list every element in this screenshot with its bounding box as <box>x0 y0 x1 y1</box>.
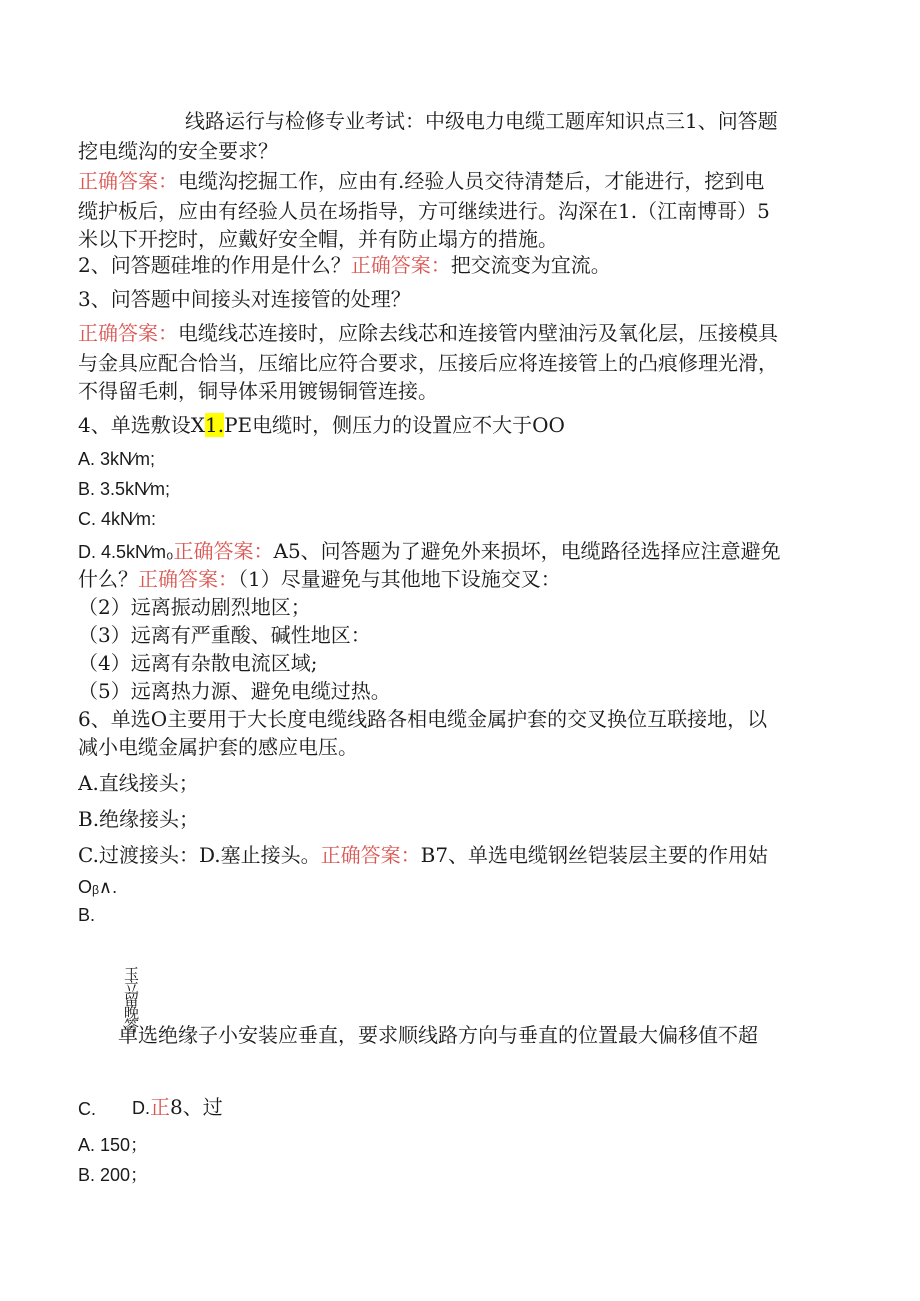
q3-answer-line2: 与金具应配合恰当，压缩比应符合要求，压接后应将连接管上的凸痕修理光滑， <box>78 351 778 375</box>
answer-label: 正确答案： <box>320 843 421 867</box>
q1-answer-line1: 正确答案：电缆沟挖掘工作，应由有.经验人员交待清楚后，才能进行，挖到电 <box>78 169 765 193</box>
q5-item: （3）远离有严重酸、碱性地区： <box>78 623 371 647</box>
q6-question-line1: 6、单选O主要用于大长度电缆线路各相电缆金属护套的交叉换位互联接地，以 <box>78 707 768 731</box>
q1-answer-line3: 米以下开挖时，应戴好安全帽，并有防止塌方的措施。 <box>78 227 558 251</box>
q3-answer-line3: 不得留毛刺，铜导体采用镀锡铜管连接。 <box>78 379 438 403</box>
q4-question: 4、单选敷设X1.PE电缆时，侧压力的设置应不大于OO <box>78 413 565 437</box>
q5-item: （2）远离振动剧烈地区； <box>78 595 311 619</box>
q5-item: （4）远离有杂散电流区域; <box>78 651 318 675</box>
q6-option-b: B.绝缘接头； <box>78 807 200 831</box>
q3-question: 3、问答题中间接头对连接管的处理？ <box>78 287 411 311</box>
vertical-fragment-text: 玉立留晚答 <box>122 966 140 1031</box>
q2-question: 2、问答题硅堆的作用是什么？正确答案：把交流变为宜流。 <box>78 253 611 277</box>
q5-answer-line1: 什么？正确答案：（1）尽量避免与其他地下设施交叉： <box>78 567 561 591</box>
q8-option-a: A. 150； <box>78 1135 149 1155</box>
q6-option-cd-and-answer: C.过渡接头：D.塞止接头。正确答案：B7、单选电缆钢丝铠装层主要的作用姑 <box>78 843 769 867</box>
q3-answer-line1: 正确答案：电缆线芯连接时，应除去线芯和连接管内壁油污及氧化层，压接模具 <box>78 321 778 345</box>
q4-option-a: A. 3kN∕m; <box>78 449 156 469</box>
q6-question-line2: 减小电缆金属护套的感应电压。 <box>78 735 358 759</box>
q4-option-c: C. 4kN∕m: <box>78 509 157 529</box>
q5-item: （5）远离热力源、避免电缆过热。 <box>78 679 391 703</box>
answer-label: 正确答案： <box>78 169 178 193</box>
answer-label: 正确答案： <box>350 253 451 277</box>
q1-question: 挖电缆沟的安全要求？ <box>78 139 278 163</box>
q1-answer-line2: 缆护板后，应由有经验人员在场指导，方可继续进行。沟深在1.（江南博哥）5 <box>78 199 770 223</box>
document-title: 线路运行与检修专业考试：中级电力电缆工题库知识点三1、问答题 <box>185 109 778 133</box>
q6-option-a: A.直线接头； <box>78 771 199 795</box>
q7-continuation: Oᵦ∧. <box>78 877 118 897</box>
answer-label: 正确答案： <box>78 321 178 345</box>
highlight-mark: 1. <box>204 413 225 437</box>
q8-option-d-fragment: D.正8、过 <box>132 1095 223 1119</box>
q4-option-d-and-answer: D. 4.5kN∕m₀正确答案：A5、问答题为了避免外来损坏，电缆路径选择应注意避免 <box>78 539 781 563</box>
q7-option-b: B. <box>78 905 96 925</box>
q8-option-c: C. <box>78 1099 96 1119</box>
q4-option-b: B. 3.5kN∕m; <box>78 479 171 499</box>
answer-label: 正确答案： <box>138 567 238 591</box>
answer-label: 正确答案： <box>173 539 274 563</box>
q8-question: 单选绝缘子小安装应垂直，要求顺线路方向与垂直的位置最大偏移值不超 <box>118 1023 758 1047</box>
q8-option-b: B. 200； <box>78 1165 149 1185</box>
